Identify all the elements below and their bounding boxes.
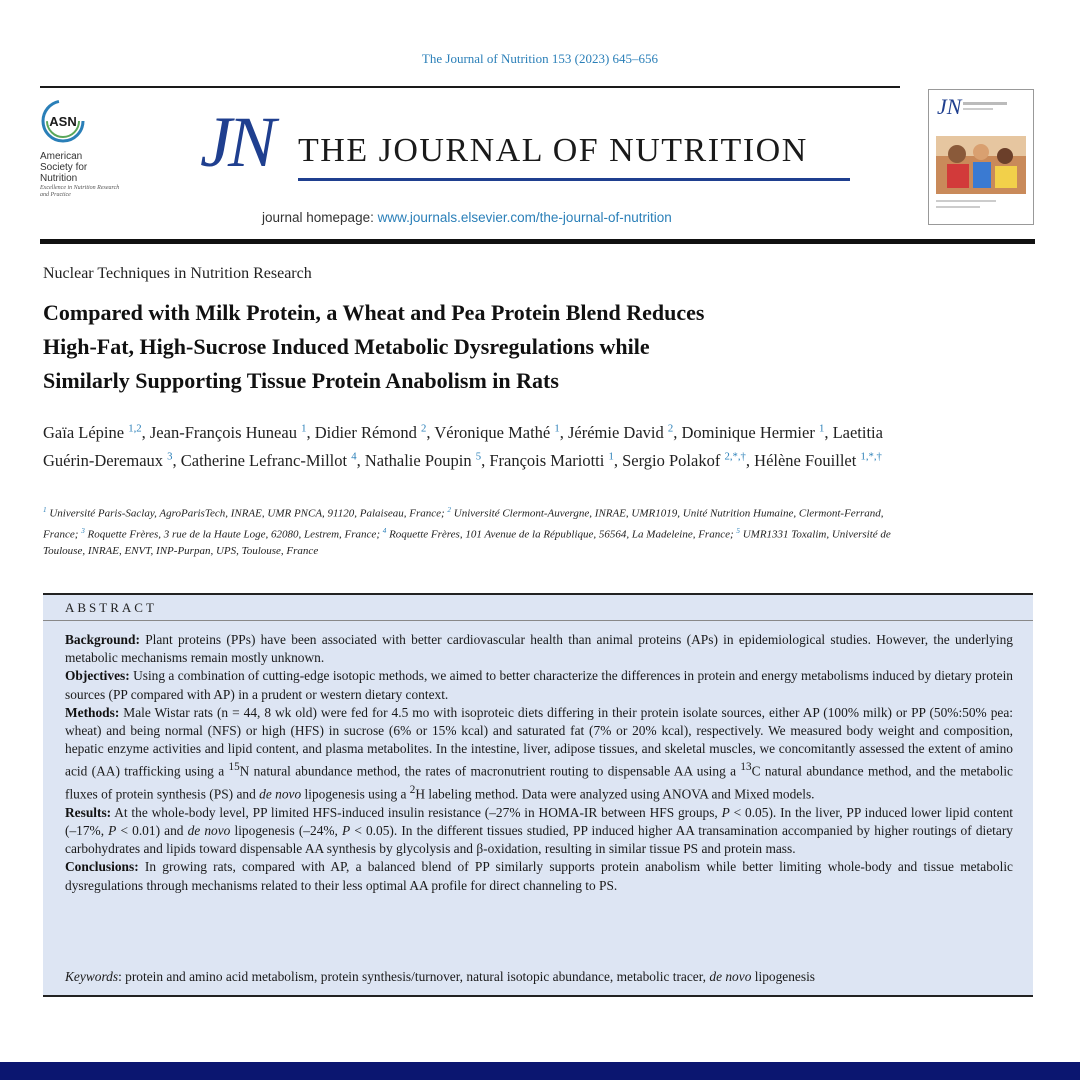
author-affiliation-ref: 3 xyxy=(167,450,173,463)
homepage-link[interactable]: www.journals.elsevier.com/the-journal-of-nutrition xyxy=(377,210,672,225)
asn-acronym: ASN xyxy=(49,114,77,129)
asn-name-line: Society for xyxy=(40,162,88,173)
asn-tagline: Excellence in Nutrition Research and Practice xyxy=(40,185,120,198)
article-section: Nuclear Techniques in Nutrition Research xyxy=(43,265,312,282)
asn-logo-icon xyxy=(40,98,86,144)
abstract-results: Results: At the whole-body level, PP limited HFS-induced insulin resistance (–27% in HOMA-IR between HFS groups, P < 0.05). In the liver, PP induced lower lipid content (–17%, P < 0.01) and de novo lipogenesis (–24%, P < 0.05). In the different tissues studied, PP induced higher AA transamination accompanied by higher routings of dietary carbohydrates and lipids toward dispensable AA synthesis by glycolysis and β-oxidation, resulting in similar tissue PS and protein mass. xyxy=(65,804,1013,857)
abstract-methods: Methods: Male Wistar rats (n = 44, 8 wk old) were fed for 4.5 mo with isoproteic diets differing in their protein isolate sources, either AP (100% milk) or PP (50%:50% pea: wheat) and being normal (NFS) or high (HFS) in sucrose (6% or 15% kcal) and saturated fat (7% or 20% kcal), respectively. We measured body weight and composition, hepatic enzyme activities and lipid content, and plasma metabolites. In the intestine, liver, adipose tissues, and skeletal muscles, we concomitantly assessed the extent of amino acid (AA) trafficking using a $^{15}$N natural abundance method, the rates of macronutrient routing to dispensable AA using a $^{13}$C natural abundance method, and the metabolic fluxes of protein synthesis (PS) and de novo lipogenesis using a $^2$H labeling method. Data were analyzed using ANOVA and Mixed models. xyxy=(65,704,1013,802)
abstract-keywords: Keywords: protein and amino acid metabolism, protein synthesis/turnover, natural isotopic abundance, metabolic tracer, de novo lipogenesis xyxy=(65,969,816,984)
abstract-box xyxy=(43,593,1033,997)
jn-logo: JN xyxy=(200,102,272,182)
abstract-background: Background: Plant proteins (PPs) have been associated with better cardiovascular health than animal proteins (APs) in epidemiological studies. However, the underlying metabolic mechanisms remain mostly unknown. xyxy=(65,632,1013,666)
homepage-label: journal homepage: xyxy=(262,210,374,225)
author[interactable]: Catherine Lefranc-Millot $^4$, xyxy=(180,450,365,470)
header-top-rule xyxy=(40,86,900,88)
author-affiliation-ref: 2 xyxy=(421,422,427,434)
author[interactable]: Jérémie David $^2$, xyxy=(567,422,682,442)
header-bottom-rule xyxy=(40,239,1035,244)
author-affiliation-ref: 2,*,† xyxy=(724,450,746,463)
abstract-heading: ABSTRACT xyxy=(65,600,157,615)
affiliation-text: UMR1331 Toxalim, Université de Toulouse, INRAE, ENVT, INP-Purpan, UPS, Toulouse, France xyxy=(43,528,891,558)
article-title xyxy=(43,296,923,398)
author[interactable]: François Mariotti $^1$, xyxy=(489,450,623,470)
author-affiliation-ref: 1 xyxy=(554,422,560,434)
title-line: High-Fat, High-Sucrose Induced Metabolic Dysregulations while xyxy=(43,334,650,359)
affiliation-number: 5 xyxy=(736,526,740,535)
author[interactable]: Hélène Fouillet $^{1,*,\dagger}$ xyxy=(754,450,882,470)
abstract-heading-rule xyxy=(43,620,1033,621)
footer-bar xyxy=(0,1062,1080,1080)
journal-cover-thumbnail[interactable] xyxy=(928,89,1034,225)
author[interactable]: Nathalie Poupin $^5$, xyxy=(364,450,490,470)
cover-jn-mark: JN xyxy=(937,94,962,119)
affiliation-text: Roquette Frères, 3 rue de la Haute Loge, 62080, Lestrem, France; xyxy=(87,528,383,541)
affiliation-text: Université Paris-Saclay, AgroParisTech, INRAE, UMR PNCA, 91120, Palaiseau, France; xyxy=(49,507,448,520)
journal-title: THE JOURNAL OF NUTRITION xyxy=(298,132,808,169)
asn-name xyxy=(40,151,120,184)
author[interactable]: Dominique Hermier $^1$, xyxy=(681,422,833,442)
author[interactable]: Laetitia Guérin-Deremaux $^3$, xyxy=(43,422,883,470)
author[interactable]: Didier Rémond $^2$, xyxy=(314,422,435,442)
author-affiliation-ref: 1,*,† xyxy=(860,450,882,463)
title-line: Similarly Supporting Tissue Protein Anabolism in Rats xyxy=(43,368,559,393)
abstract-objectives: Objectives: Using a combination of cutting-edge isotopic methods, we aimed to better characterize the differences in protein and energy metabolisms induced by dietary protein sources (PP compared with AP) in a prudent or western dietary context. xyxy=(65,668,1013,702)
author-affiliation-ref: 1 xyxy=(818,422,825,434)
journal-title-underline xyxy=(298,178,850,181)
abstract-bottom-rule xyxy=(43,995,1033,997)
author-affiliation-ref: 5 xyxy=(475,450,482,463)
journal-homepage xyxy=(262,210,672,225)
abstract-top-rule xyxy=(43,593,1033,595)
journal-header xyxy=(40,86,1035,244)
author[interactable]: Sergio Polakof $^{2,*,\dagger}$, xyxy=(622,450,755,470)
author-list xyxy=(43,416,923,473)
affiliation-number: 2 xyxy=(447,506,451,514)
asn-name-line: Nutrition xyxy=(40,173,78,184)
affiliations xyxy=(43,502,913,560)
author-affiliation-ref: 1 xyxy=(301,422,307,434)
abstract-conclusions: Conclusions: In growing rats, compared with AP, a balanced blend of PP similarly supports protein anabolism while better limiting whole-body and tissue metabolic dysregulations through mechanisms related to their less optimal AA profile for direct channeling to PS. xyxy=(65,859,1013,893)
affiliation-text: Université Clermont-Auvergne, INRAE, UMR1019, Unité Nutrition Humaine, Clermont-Ferrand, France; xyxy=(43,507,884,541)
title-line: Compared with Milk Protein, a Wheat and Pea Protein Blend Reduces xyxy=(43,300,705,325)
author[interactable]: Jean-François Huneau $^1$, xyxy=(149,422,315,442)
author-affiliation-ref: 1 xyxy=(608,450,614,463)
author-affiliation-ref: 4 xyxy=(351,450,357,463)
cover-image-icon xyxy=(929,90,1033,224)
asn-logo-block xyxy=(40,98,120,199)
affiliation-text: Roquette Frères, 101 Avenue de la République, 56564, La Madeleine, France; xyxy=(389,528,737,541)
affiliation-number: 3 xyxy=(81,526,85,535)
affiliation-number: 1 xyxy=(43,506,47,514)
author-affiliation-ref: 2 xyxy=(667,422,674,434)
asn-name-line: American xyxy=(40,151,83,162)
author-affiliation-ref: 1,2 xyxy=(128,422,142,434)
author[interactable]: Gaïa Lépine $^{1,2}$, xyxy=(43,422,150,442)
author[interactable]: Véronique Mathé $^1$, xyxy=(434,422,568,442)
journal-citation[interactable]: The Journal of Nutrition 153 (2023) 645–656 xyxy=(421,51,659,66)
abstract-body xyxy=(65,631,1013,895)
affiliation-number: 4 xyxy=(382,526,387,535)
